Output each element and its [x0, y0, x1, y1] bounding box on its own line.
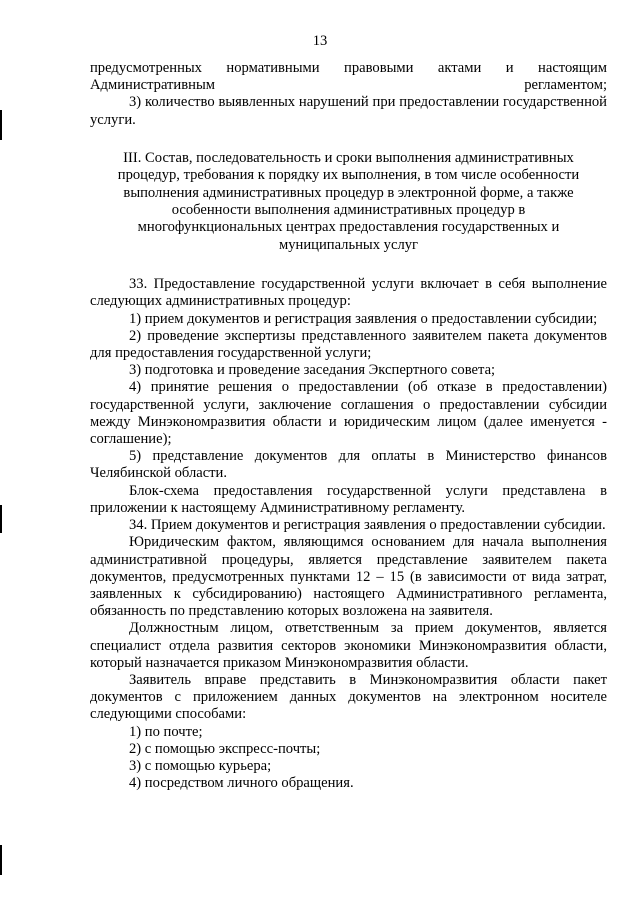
section-heading — [90, 150, 607, 254]
method-item-3: 3) с помощью курьера; — [129, 757, 272, 774]
method-item-1: 1) по почте; — [129, 723, 203, 740]
heading-line: многофункциональных центрах предоставления государственных и — [137, 219, 560, 236]
procedure-item-1: 1) прием документов и регистрация заявления о предоставлении субсидии; — [129, 310, 598, 327]
heading-line: муниципальных услуг — [278, 236, 419, 253]
legal-fact-paragraph: Юридическим фактом, являющимся основанием для начала выполнения административной процедуры, является представление заявителем пакета документов, предусмотренных пунктами 12 – 15 (в зависимости от вида затрат, заявленных к субсидированию) настоящего Административного регламента, обязанность по представлению которых возложена на заявителя. — [90, 534, 607, 620]
procedure-item-4: 4) принятие решения о предоставлении (об отказе в предоставлении) государственной услуги, заключение соглашения о предоставлении субсидии между Минэкономразвития области и юридическим лицом (далее именуется - соглашение); — [90, 379, 607, 448]
paragraph-33: 33. Предоставление государственной услуги включает в себя выполнение следующих административных процедур: — [90, 276, 607, 310]
procedure-item-5: 5) представление документов для оплаты в Министерство финансов Челябинской области. — [90, 448, 607, 482]
procedure-item-2: 2) проведение экспертизы представленного заявителем пакета документов для предоставления государственной услуги; — [90, 327, 607, 362]
list-item-3: 3) количество выявленных нарушений при предоставлении государственной услуги. — [90, 94, 607, 128]
scan-edge-mark-top — [0, 110, 2, 140]
scan-edge-mark-middle — [0, 505, 2, 533]
heading-line: III. Состав, последовательность и сроки выполнения административных — [123, 149, 574, 166]
method-item-2: 2) с помощью экспресс-почты; — [129, 740, 321, 757]
paragraph-34: 34. Прием документов и регистрация заявления о предоставлении субсидии. — [129, 517, 606, 534]
responsible-official-paragraph: Должностным лицом, ответственным за прием документов, является специалист отдела развития секторов экономики Минэкономразвития области, который назначается приказом Минэкономразвития области. — [90, 620, 607, 671]
submission-methods-paragraph: Заявитель вправе представить в Минэкономразвития области пакет документов с приложением данных документов на электронном носителе следующими способами: — [90, 671, 607, 723]
paragraph-continuation: предусмотренных нормативными правовыми актами и настоящим Административным регламентом; — [90, 60, 607, 94]
scan-edge-mark-bottom — [0, 845, 2, 875]
page-number: 13 — [312, 33, 328, 49]
flowchart-reference: Блок-схема предоставления государственной услуги представлена в приложении к настоящему Административному регламенту. — [90, 482, 607, 516]
heading-line: особенности выполнения административных процедур в — [171, 202, 526, 219]
heading-line: выполнения административных процедур в электронной форме, а также — [123, 184, 574, 201]
method-item-4: 4) посредством личного обращения. — [129, 775, 354, 792]
heading-line: процедур, требования к порядку их выполнения, в том числе особенности — [117, 167, 580, 184]
document-body — [90, 60, 607, 792]
procedure-item-3: 3) подготовка и проведение заседания Экспертного совета; — [129, 362, 496, 379]
